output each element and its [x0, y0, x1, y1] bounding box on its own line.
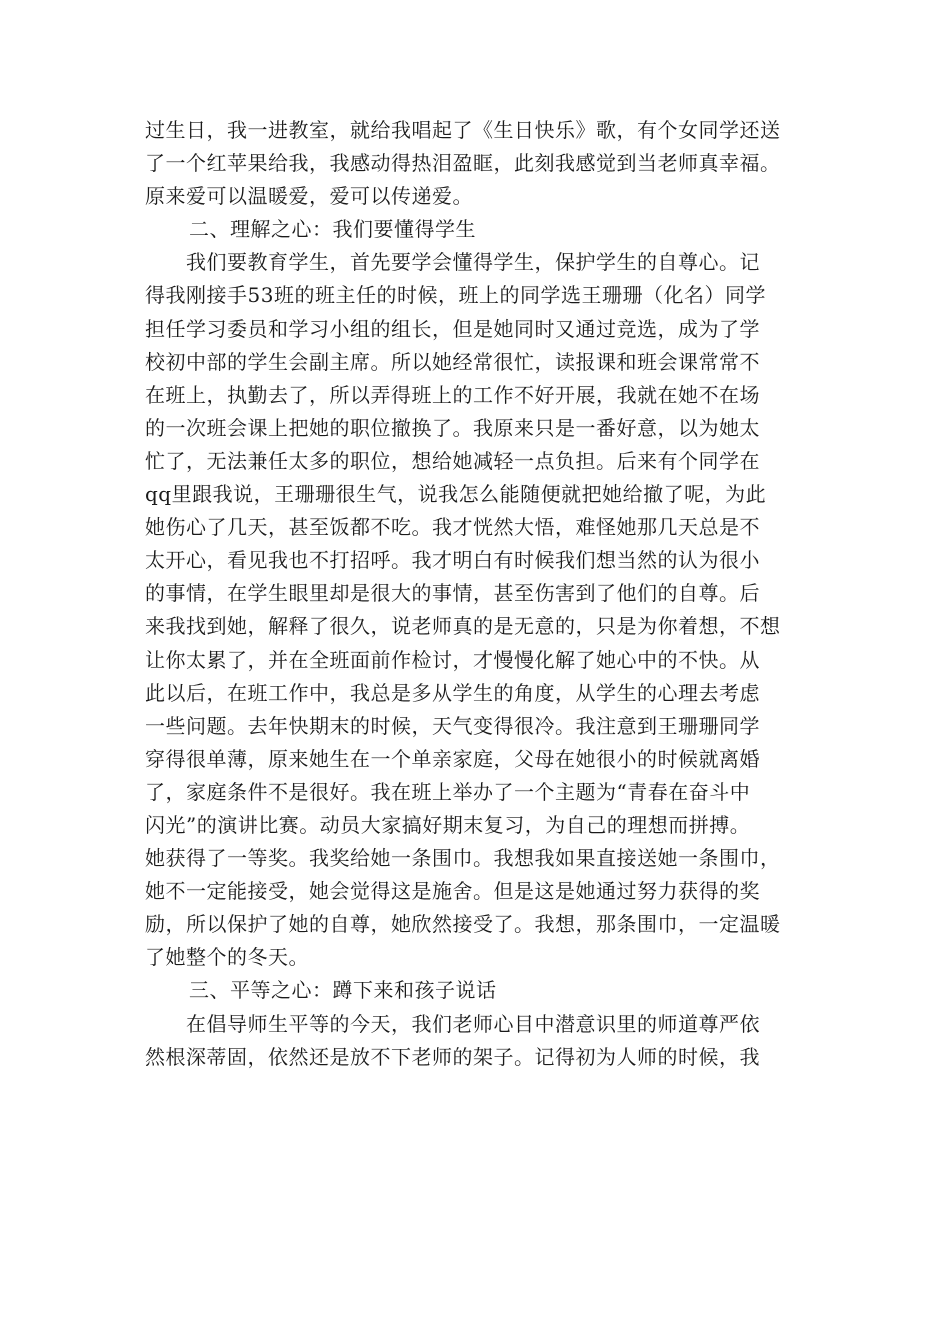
- text-line: 在班上，执勤去了，所以弄得班上的工作不好开展，我就在她不在场: [145, 382, 760, 407]
- text-line: 此以后，在班工作中，我总是多从学生的角度，从学生的心理去考虑: [145, 680, 760, 705]
- text-line: 在倡导师生平等的今天，我们老师心目中潜意识里的师道尊严依: [145, 1011, 760, 1036]
- text-line: 原来爱可以温暖爱，爱可以传递爱。: [145, 184, 473, 209]
- text-line: 她伤心了几天，甚至饭都不吃。我才恍然大悟，难怪她那几天总是不: [145, 515, 760, 540]
- section-heading: 二、理解之心：我们要懂得学生: [189, 217, 476, 242]
- text-line: 了，家庭条件不是很好。我在班上举办了一个主题为“青春在奋斗中: [145, 779, 751, 804]
- text-line: 来我找到她，解释了很久，说老师真的是无意的，只是为你着想，不想: [145, 614, 781, 639]
- text-line: 得我刚接手53班的班主任的时候，班上的同学选王珊珊（化名）同学: [145, 283, 766, 308]
- text-line: 然根深蒂固，依然还是放不下老师的架子。记得初为人师的时候，我: [145, 1044, 760, 1069]
- text-line: 让你太累了，并在全班面前作检讨，才慢慢化解了她心中的不快。从: [145, 647, 760, 672]
- section-heading: 三、平等之心：蹲下来和孩子说话: [189, 978, 497, 1003]
- text-line: 一些问题。去年快期末的时候，天气变得很冷。我注意到王珊珊同学: [145, 713, 760, 738]
- text-line: 她获得了一等奖。我奖给她一条围巾。我想我如果直接送她一条围巾，: [145, 846, 781, 871]
- text-line: 校初中部的学生会副主席。所以她经常很忙，读报课和班会课常常不: [145, 349, 760, 374]
- text-line: 过生日，我一进教室，就给我唱起了《生日快乐》歌，有个女同学还送: [145, 118, 781, 142]
- text-line: 闪光”的演讲比赛。动员大家搞好期末复习，为自己的理想而拼搏。: [145, 812, 751, 837]
- text-line: 她不一定能接受，她会觉得这是施舍。但是这是她通过努力获得的奖: [145, 879, 760, 904]
- text-line: 太开心，看见我也不打招呼。我才明白有时候我们想当然的认为很小: [145, 548, 760, 573]
- text-line: qq里跟我说，王珊珊很生气，说我怎么能随便就把她给撤了呢，为此: [145, 482, 767, 507]
- text-line: 忙了，无法兼任太多的职位，想给她减轻一点负担。后来有个同学在: [145, 448, 760, 473]
- text-line: 的一次班会课上把她的职位撤换了。我原来只是一番好意，以为她太: [145, 415, 760, 440]
- text-line: 担任学习委员和学习小组的组长，但是她同时又通过竞选，成为了学: [145, 316, 760, 341]
- body-text: [145, 114, 805, 1074]
- text-line: 励，所以保护了她的自尊，她欣然接受了。我想，那条围巾，一定温暖: [145, 912, 781, 937]
- text-line: 穿得很单薄，原来她生在一个单亲家庭，父母在她很小的时候就离婚: [145, 746, 760, 771]
- text-line: 的事情，在学生眼里却是很大的事情，甚至伤害到了他们的自尊。后: [145, 581, 760, 606]
- text-line: 了一个红苹果给我，我感动得热泪盈眶，此刻我感觉到当老师真幸福。: [145, 151, 781, 176]
- text-line: 了她整个的冬天。: [145, 945, 309, 970]
- text-line: 我们要教育学生，首先要学会懂得学生，保护学生的自尊心。记: [145, 250, 760, 275]
